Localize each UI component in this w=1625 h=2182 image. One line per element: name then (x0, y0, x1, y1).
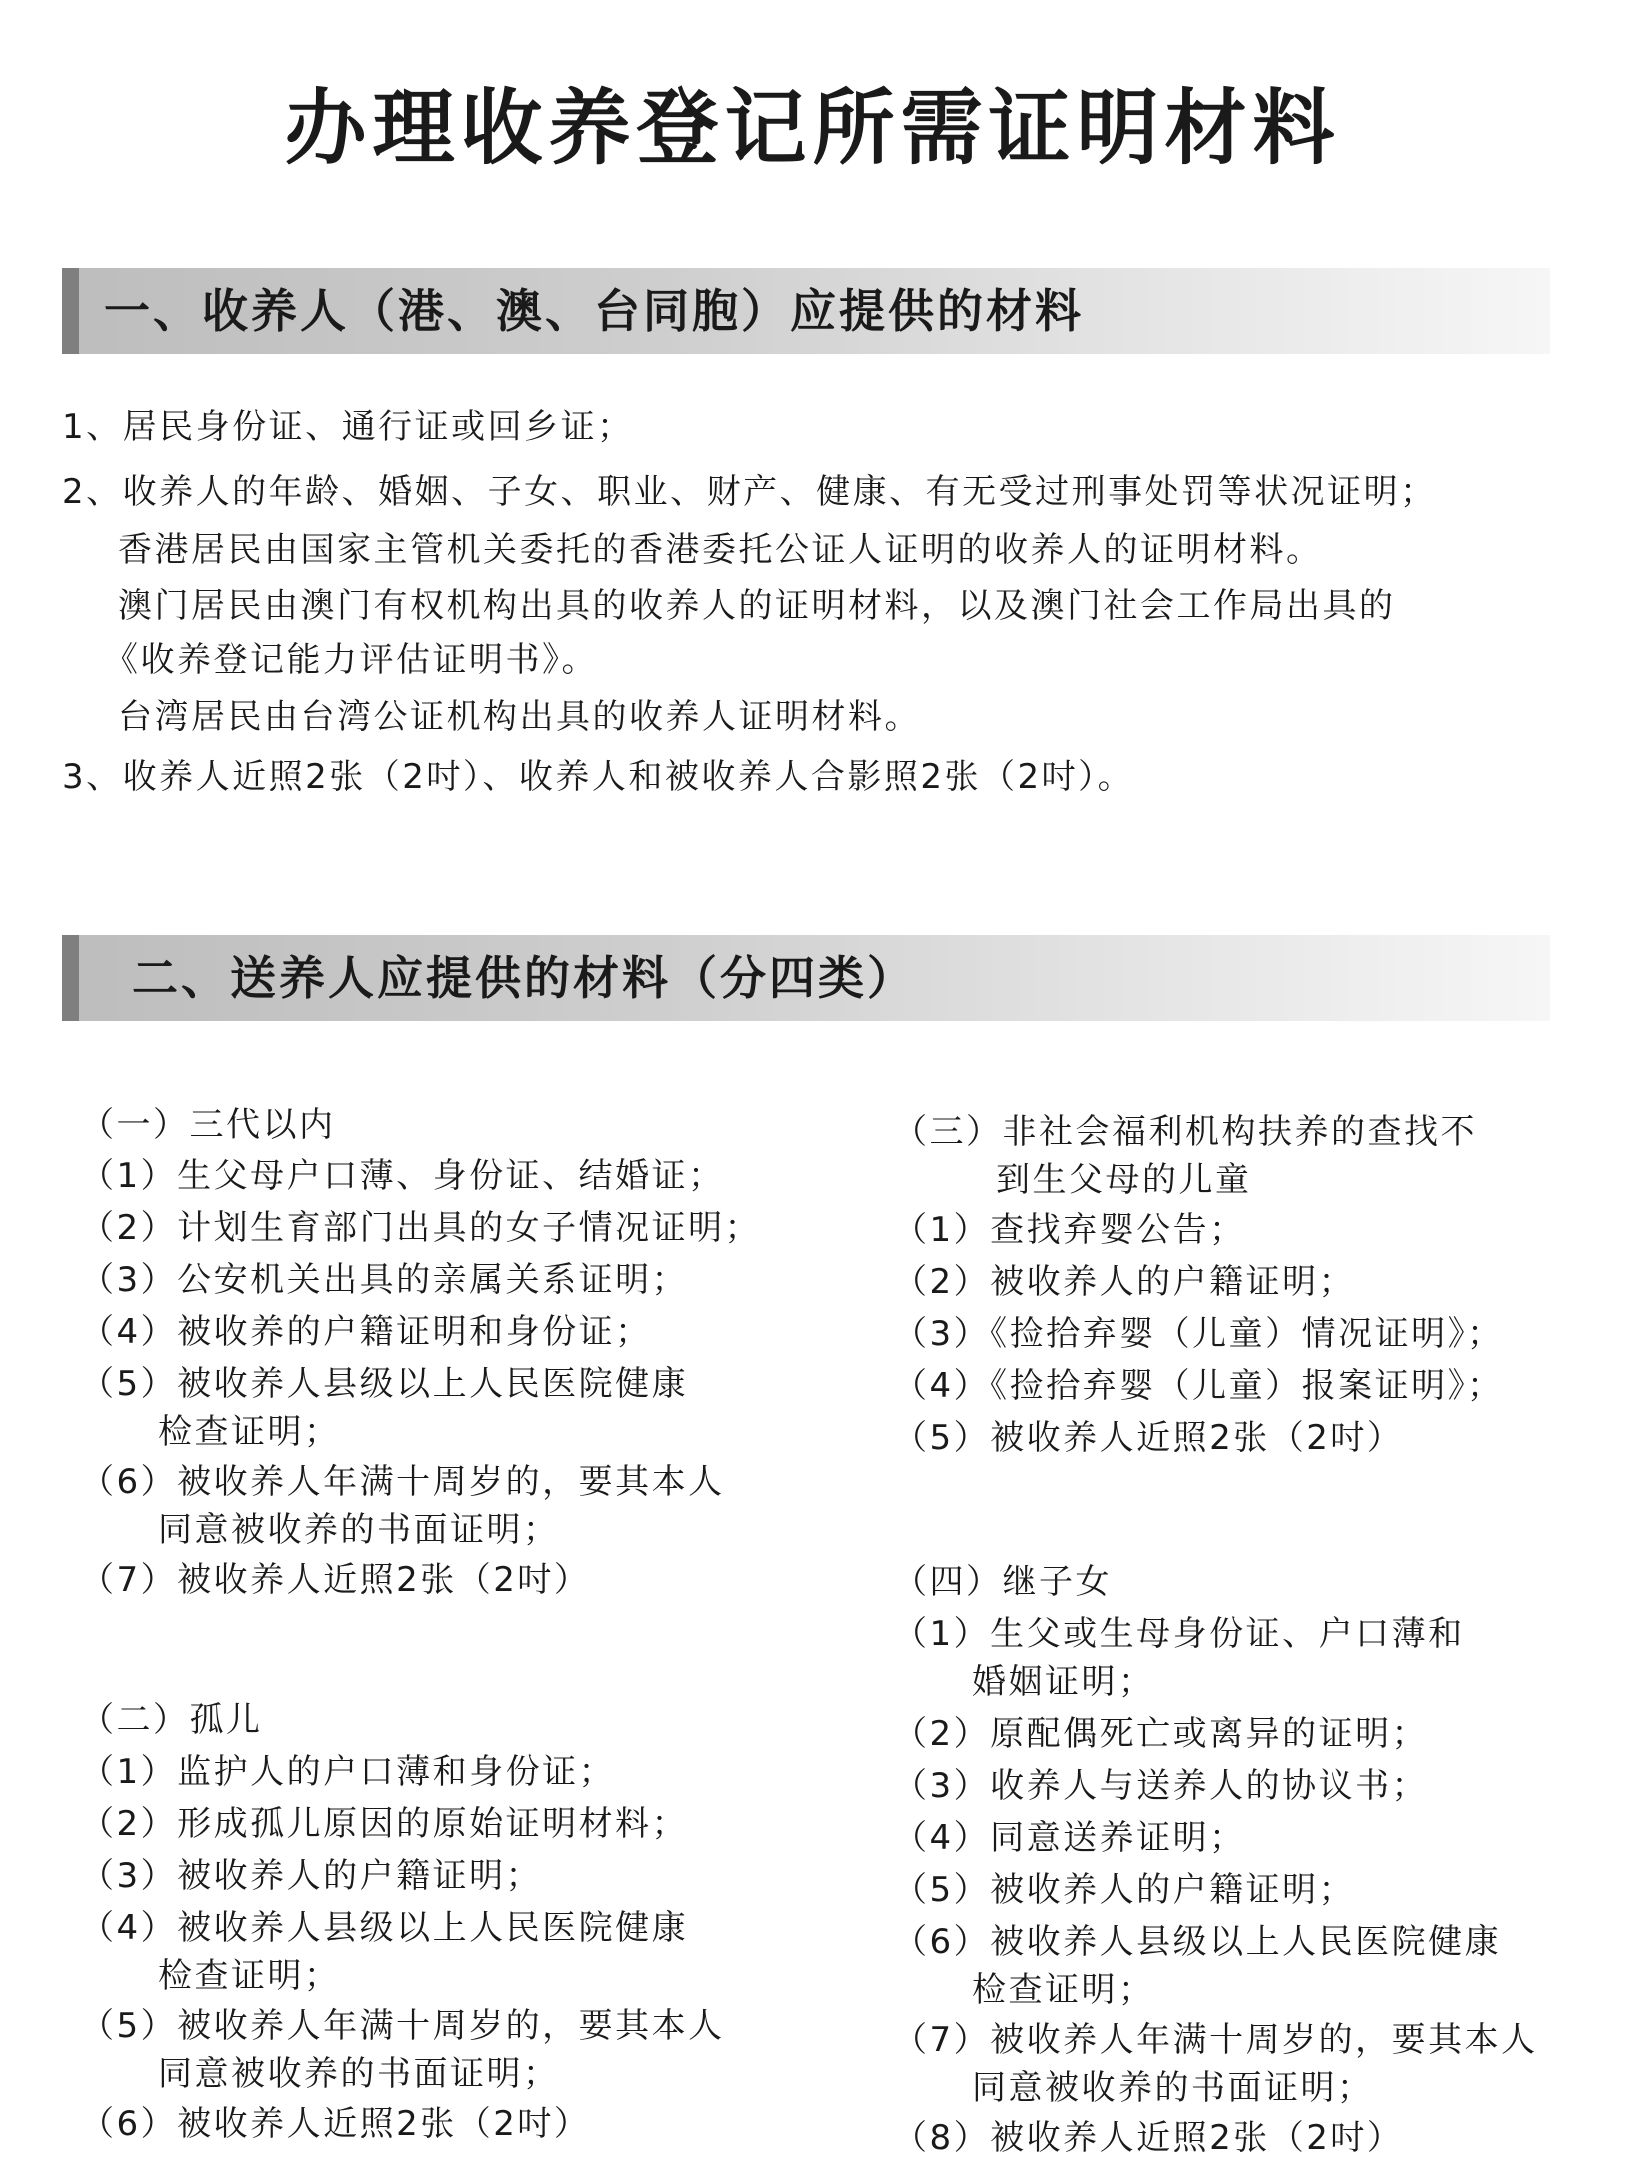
category-2-item-2: （2）形成孤儿原因的原始证明材料； (80, 1804, 689, 1844)
section-2-header (62, 935, 1550, 1021)
section-2-heading: 二、送养人应提供的材料（分四类） (132, 951, 916, 1005)
category-1-item-6: （6）被收养人年满十周岁的，要其本人 (80, 1462, 725, 1502)
category-2-item-1: （1）监护人的户口薄和身份证； (80, 1752, 616, 1792)
section-1-item-2-macau: 澳门居民由澳门有权机构出具的收养人的证明材料，以及澳门社会工作局出具的 (118, 586, 1396, 626)
category-1-item-2: （2）计划生育部门出具的女子情况证明； (80, 1208, 762, 1248)
category-4-item-3: （3）收养人与送养人的协议书； (893, 1766, 1429, 1806)
category-1-item-7: （7）被收养人近照2张（2吋） (80, 1560, 591, 1600)
category-4-item-6: （6）被收养人县级以上人民医院健康 (893, 1922, 1502, 1962)
category-4-title: （四）继子女 (893, 1562, 1112, 1602)
category-1-item-1: （1）生父母户口薄、身份证、结婚证； (80, 1156, 725, 1196)
section-1-item-2-taiwan: 台湾居民由台湾公证机构出具的收养人证明材料。 (118, 697, 921, 737)
category-4-item-1: （1）生父或生母身份证、户口薄和 (893, 1614, 1465, 1654)
category-3-item-4: （4）《捡拾弃婴（儿童）报案证明》； (893, 1366, 1504, 1406)
category-3-title: （三）非社会福利机构扶养的查找不 (893, 1112, 1477, 1152)
category-3-item-3: （3）《捡拾弃婴（儿童）情况证明》； (893, 1314, 1504, 1354)
category-4-item-1-cont: 婚姻证明； (972, 1662, 1155, 1702)
category-2-item-5: （5）被收养人年满十周岁的，要其本人 (80, 2006, 725, 2046)
category-2-item-4-cont: 检查证明； (158, 1956, 341, 1996)
category-1-item-6-cont: 同意被收养的书面证明； (158, 1510, 560, 1550)
category-3-item-5: （5）被收养人近照2张（2吋） (893, 1418, 1404, 1458)
section-1-item-2-macau-cont: 《收养登记能力评估证明书》。 (104, 640, 598, 680)
section-1-item-3: 3、收养人近照2张（2吋）、收养人和被收养人合影照2张（2吋）。 (62, 757, 1135, 797)
section-1-item-2-hongkong: 香港居民由国家主管机关委托的香港委托公证人证明的收养人的证明材料。 (118, 530, 1323, 570)
section-2-header-bar (62, 935, 79, 1021)
section-1-heading: 一、收养人（港、澳、台同胞）应提供的材料 (104, 284, 1084, 338)
category-4-item-2: （2）原配偶死亡或离异的证明； (893, 1714, 1429, 1754)
category-2-item-4: （4）被收养人县级以上人民医院健康 (80, 1908, 689, 1948)
category-3-title-cont: 到生父母的儿童 (996, 1160, 1252, 1200)
category-1-item-5-cont: 检查证明； (158, 1412, 341, 1452)
category-3-item-1: （1）查找弃婴公告； (893, 1210, 1246, 1250)
section-1-item-1: 1、居民身份证、通行证或回乡证； (62, 407, 634, 447)
category-4-item-5: （5）被收养人的户籍证明； (893, 1870, 1356, 1910)
category-4-item-7: （7）被收养人年满十周岁的，要其本人 (893, 2020, 1538, 2060)
section-1-item-2: 2、收养人的年龄、婚姻、子女、职业、财产、健康、有无受过刑事处罚等状况证明； (62, 472, 1437, 512)
category-1-item-4: （4）被收养的户籍证明和身份证； (80, 1312, 652, 1352)
category-2-item-3: （3）被收养人的户籍证明； (80, 1856, 543, 1896)
category-3-item-2: （2）被收养人的户籍证明； (893, 1262, 1356, 1302)
page-title: 办理收养登记所需证明材料 (284, 80, 1341, 176)
category-2-item-6: （6）被收养人近照2张（2吋） (80, 2104, 591, 2144)
category-2-title: （二）孤儿 (80, 1700, 263, 1740)
category-1-title: （一）三代以内 (80, 1105, 336, 1145)
category-2-item-5-cont: 同意被收养的书面证明； (158, 2054, 560, 2094)
category-4-item-8: （8）被收养人近照2张（2吋） (893, 2118, 1404, 2158)
category-1-item-3: （3）公安机关出具的亲属关系证明； (80, 1260, 689, 1300)
section-1-header-bar (62, 268, 79, 354)
category-4-item-7-cont: 同意被收养的书面证明； (972, 2068, 1374, 2108)
category-1-item-5: （5）被收养人县级以上人民医院健康 (80, 1364, 689, 1404)
section-1-header (62, 268, 1550, 354)
category-4-item-4: （4）同意送养证明； (893, 1818, 1246, 1858)
category-4-item-6-cont: 检查证明； (972, 1970, 1155, 2010)
